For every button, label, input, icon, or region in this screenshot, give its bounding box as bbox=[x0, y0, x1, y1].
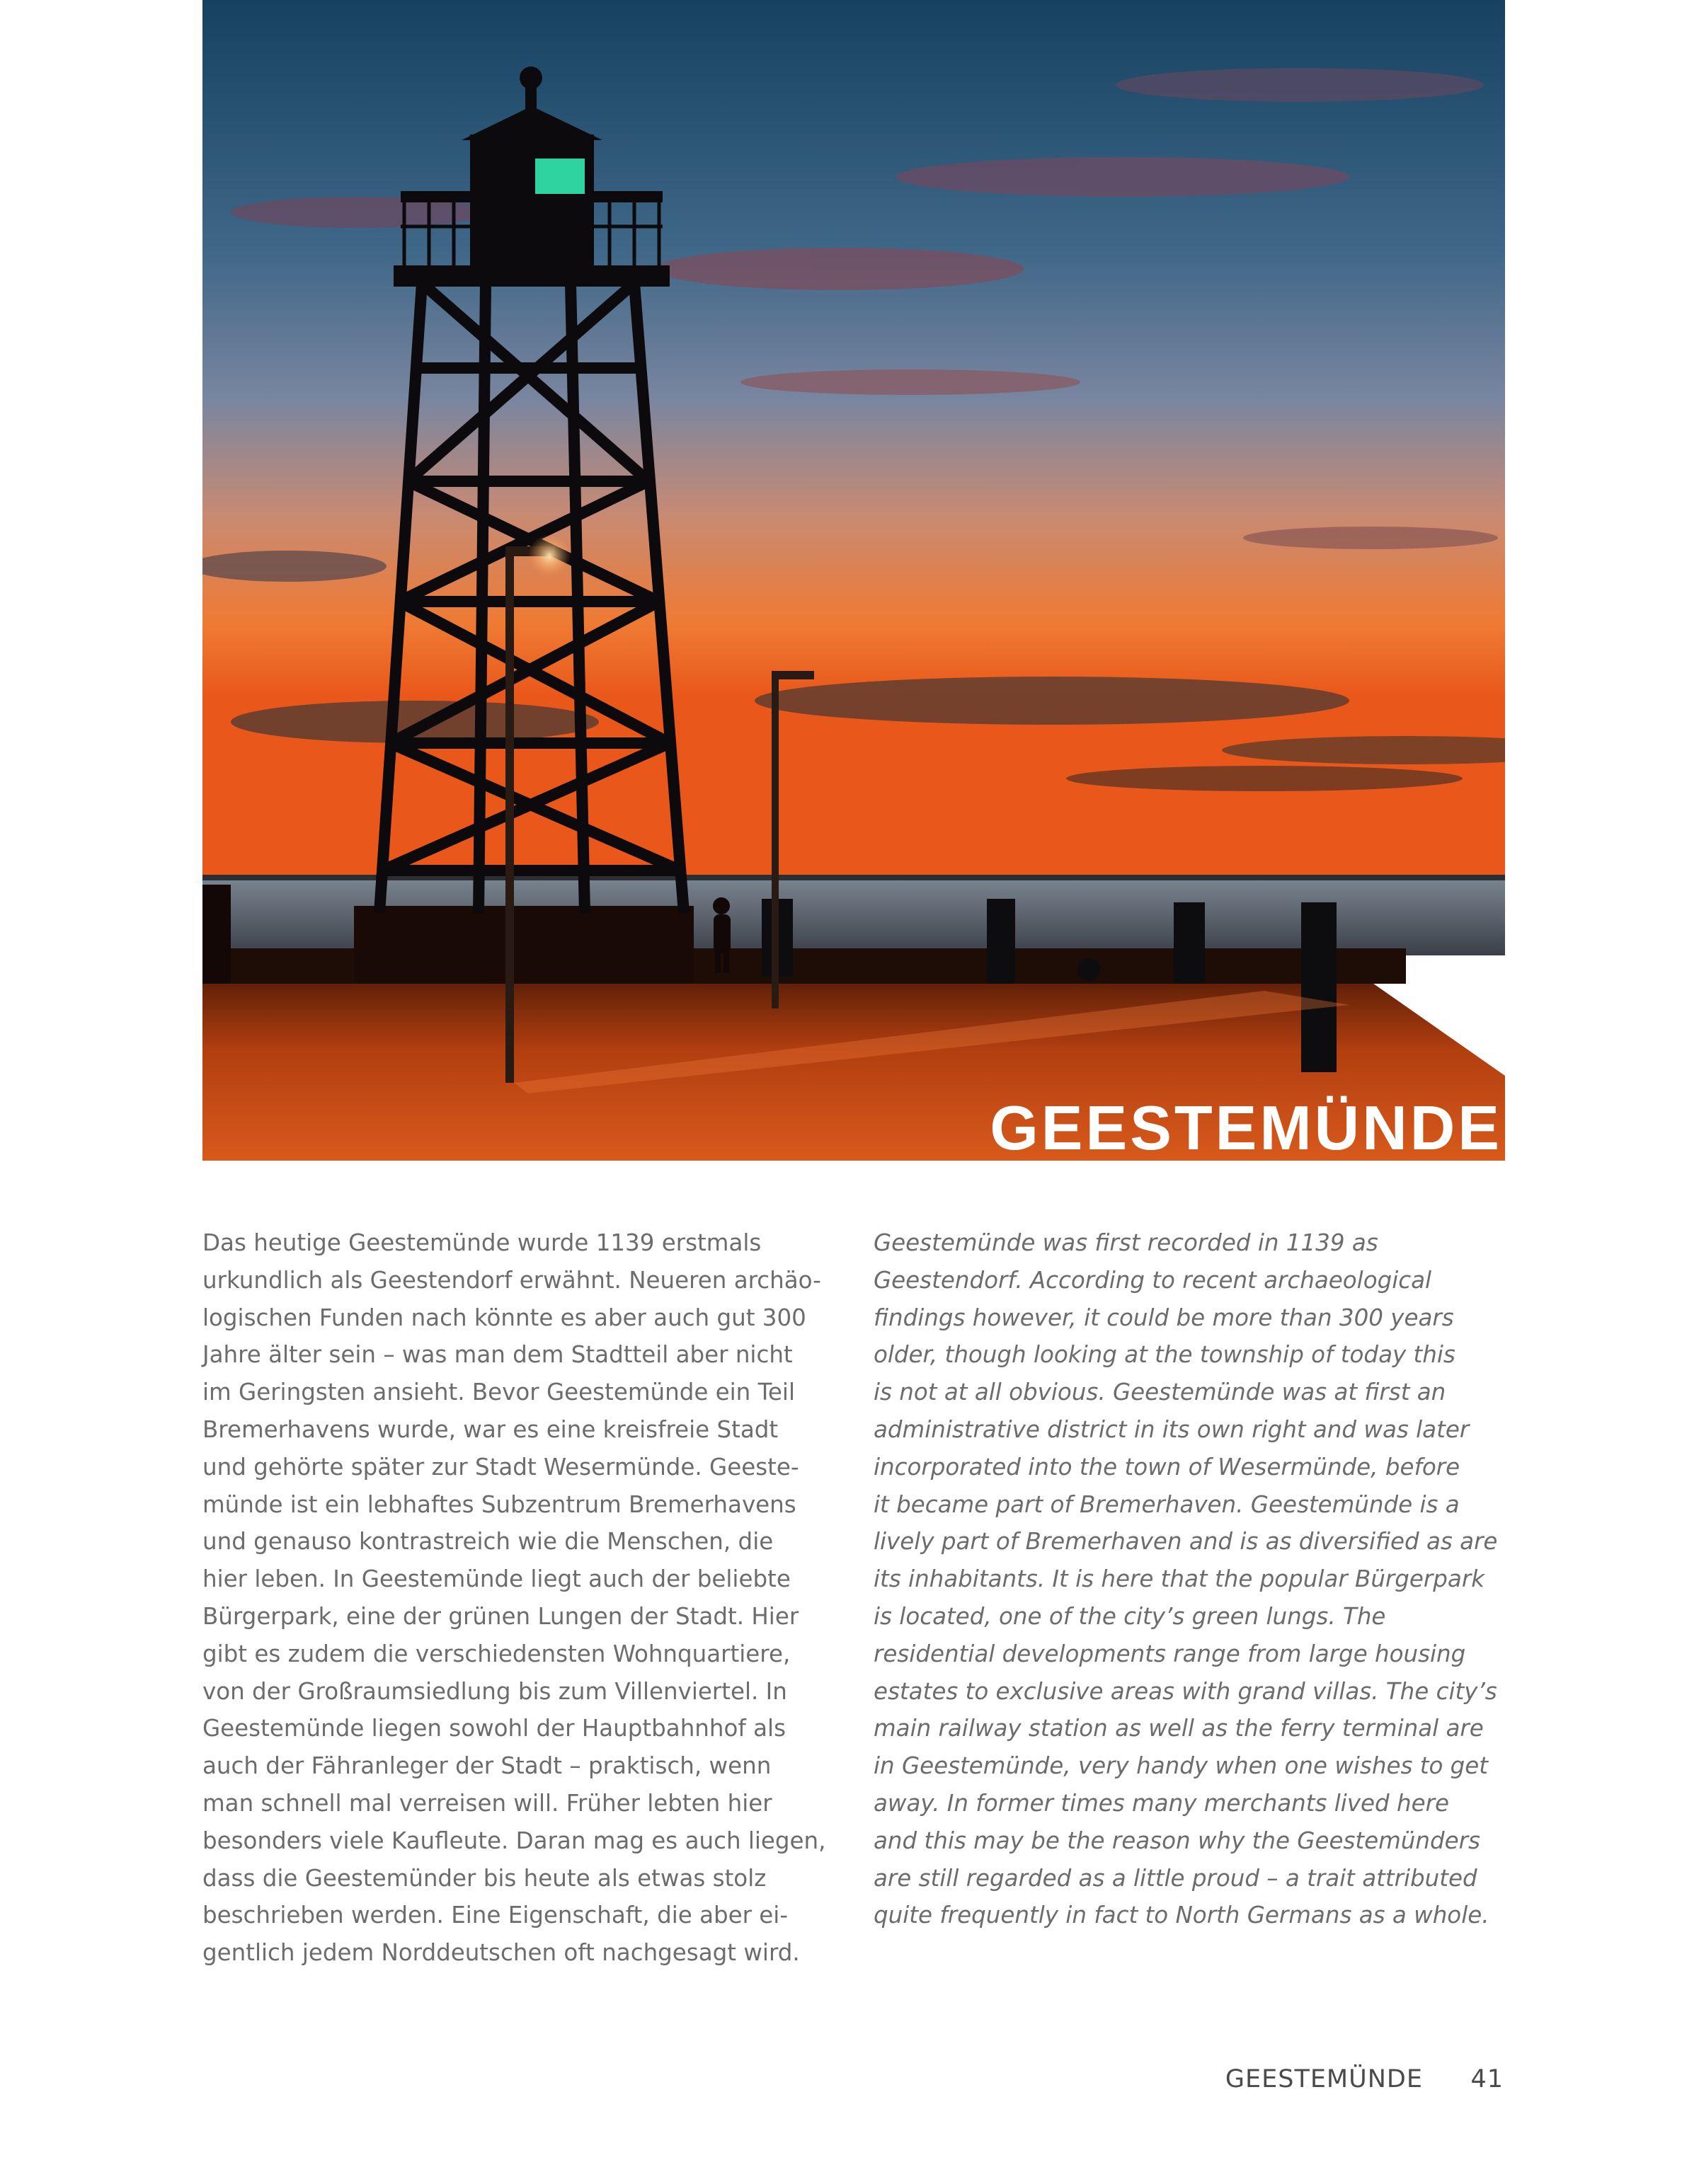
lighthouse-photo bbox=[202, 0, 1505, 1161]
lighthouse-base bbox=[354, 906, 694, 984]
lighthouse-photo-illustration bbox=[202, 0, 1505, 1161]
body-text-german: Das heutige Geestemünde wurde 1139 erstmals urkundlich als Geestendorf erwähnt. Neueren archäo- logischen Funden nach könnte es aber auch gut 300 Jahre älter sein – was man dem Stadtteil aber nicht im Geringsten ansieht. Bevor Geestemünde ein Teil Bremerhavens wurde, war es eine kreisfreie Stadt und gehörte später zur Stadt Wesermünde. Geeste- münde ist ein lebhaftes Subzentrum Bremerhavens und genauso kontrastreich wie die Menschen, die hier leben. In Geestemünde liegt auch der beliebte Bürgerpark, eine der grünen Lungen der Stadt. Hier gibt es zudem die verschiedensten Wohnquartiere, von der Großraumsiedlung bis zum Villenviertel. In Geestemünde liegen sowohl der Hauptbahnhof als auch der Fähranleger der Stadt – praktisch, wenn man schnell mal verreisen will. Früher lebten hier besonders viele Kaufleute. Daran mag es auch liegen, dass die Geestemünder bis heute als etwas stolz beschrieben werden. Eine Eigenschaft, die aber ei- gentlich jedem Norddeutschen oft nachgesagt wird. bbox=[202, 1229, 826, 1967]
page-number: 41 bbox=[1470, 2065, 1504, 2093]
body-text-english: Geestemünde was first recorded in 1139 as Geestendorf. According to recent archaeological findings however, it could be more than 300 years older, though looking at the township of today this is not at all obvious. Geestemünde was at first an administrative district in its own right and was later incorporated into the town of Wesermünde, before it became part of Bremerhaven. Geestemünde is a lively part of Bremerhaven and is as diversified as are its inhabitants. It is here that the popular Bürgerpark is located, one of the city’s green lungs. The residential developments range from large housing estates to exclusive areas with grand villas. The city’s main railway station as well as the ferry terminal are in Geestemünde, very handy when one wishes to get away. In former times many merchants lived here and this may be the reason why the Geestemünders are still regarded as a little proud – a trait attributed quite frequently in fact to North Germans as a whole. bbox=[874, 1229, 1498, 1929]
photo-title: GEESTEMÜNDE bbox=[990, 1093, 1502, 1161]
footer-section-title: GEESTEMÜNDE bbox=[1225, 2065, 1423, 2093]
